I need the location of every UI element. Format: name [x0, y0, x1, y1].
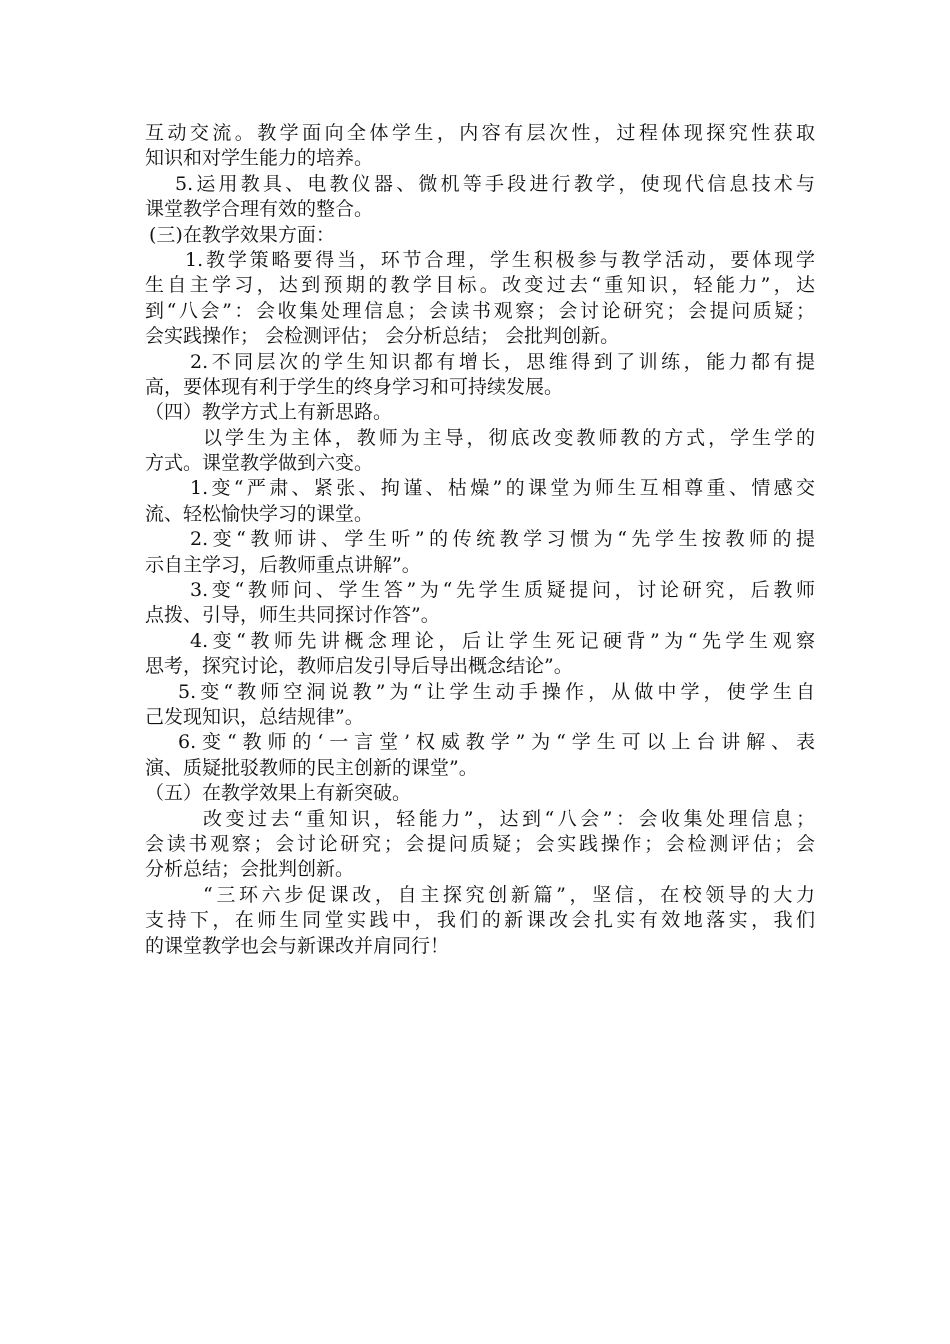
text-line: 3.变“教师问、学生答”为“先学生质疑提问，讨论研究，后教师	[190, 579, 815, 602]
text-line: 4.变“教师先讲概念理论，后让学生死记硬背”为“先学生观察	[190, 629, 815, 652]
text-line: 演、质疑批驳教师的民主创新的课堂”。	[145, 756, 478, 779]
text-line: 思考，探究讨论，教师启发引导后导出概念结论”。	[145, 655, 573, 678]
text-line: 课堂教学合理有效的整合。	[145, 198, 374, 221]
text-line: 5.运用教具、电教仪器、微机等手段进行教学，使现代信息技术与	[175, 172, 815, 195]
text-line: 6.变“教师的‘一言堂’权威教学”为“学生可以上台讲解、表	[178, 731, 815, 754]
text-line: 生自主学习，达到预期的教学目标。改变过去“重知识，轻能力”，达	[145, 274, 815, 297]
text-line: 会实践操作； 会检测评估； 会分析总结； 会批判创新。	[145, 325, 620, 348]
text-line: 示自主学习，后教师重点讲解”。	[145, 553, 421, 576]
text-line: 流、轻松愉快学习的课堂。	[145, 502, 374, 525]
text-line: 的课堂教学也会与新课改并肩同行！	[145, 934, 450, 957]
text-line: 互动交流。教学面向全体学生，内容有层次性，过程体现探究性获取	[145, 122, 815, 144]
section-heading: （四）教学方式上有新思路。	[145, 401, 393, 424]
text-line: 点拨、引导，师生共同探讨作答”。	[145, 604, 440, 627]
text-line: 改变过去“重知识，轻能力”，达到“八会”：会收集处理信息；	[203, 807, 815, 830]
text-line: 5.变“教师空洞说教”为“让学生动手操作，从做中学，使学生自	[178, 680, 815, 703]
text-line: 到“八会”：会收集处理信息；会读书观察；会讨论研究；会提问质疑；	[145, 299, 815, 322]
text-line: 以学生为主体，教师为主导，彻底改变教师教的方式，学生学的	[203, 426, 815, 449]
text-line: 高，要体现有利于学生的终身学习和可持续发展。	[145, 375, 564, 398]
text-line: 1.变“严肃、紧张、拘谨、枯燥”的课堂为师生互相尊重、情感交	[190, 477, 815, 500]
text-line: 己发现知识，总结规律”。	[145, 705, 364, 728]
text-line: 2.不同层次的学生知识都有增长，思维得到了训练，能力都有提	[190, 350, 815, 373]
text-line: 方式。课堂教学做到六变。	[145, 452, 374, 475]
text-line: 分析总结；会批判创新。	[145, 858, 355, 881]
text-line: 1.教学策略要得当，环节合理，学生积极参与教学活动，要体现学	[185, 248, 815, 271]
document-body	[145, 121, 815, 959]
text-line: 知识和对学生能力的培养。	[145, 147, 374, 170]
text-line: 2.变“教师讲、学生听”的传统教学习惯为“先学生按教师的提	[190, 528, 815, 551]
text-line: “三环六步促课改，自主探究创新篇”，坚信，在校领导的大力	[203, 883, 815, 906]
text-line: 会读书观察；会讨论研究；会提问质疑；会实践操作；会检测评估；会	[145, 832, 815, 855]
section-heading: （五）在教学效果上有新突破。	[145, 782, 412, 805]
text-line: 支持下，在师生同堂实践中，我们的新课改会扎实有效地落实，我们	[145, 909, 815, 932]
section-heading: (三)在教学效果方面：	[149, 223, 335, 246]
